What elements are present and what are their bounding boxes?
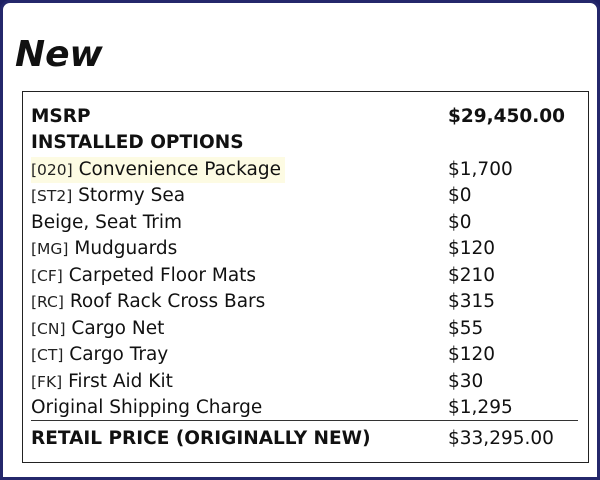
- option-row-cargo-tray: [31, 342, 578, 368]
- shipping-row: [31, 395, 578, 421]
- option-name: Mudguards: [74, 238, 178, 259]
- option-row-convenience-package: [31, 157, 578, 183]
- option-price: $30: [448, 371, 484, 392]
- price-sticker-box: [22, 91, 589, 463]
- option-row-first-aid-kit: [31, 369, 578, 395]
- option-price: $1,700: [448, 159, 513, 180]
- option-price: $0: [448, 185, 472, 206]
- option-code: [CN]: [31, 320, 66, 338]
- option-label: [31, 157, 285, 183]
- option-label: [31, 342, 168, 368]
- option-name: Roof Rack Cross Bars: [69, 291, 266, 312]
- installed-options-header: [31, 130, 578, 156]
- option-name: Stormy Sea: [78, 185, 186, 206]
- option-label: [31, 263, 256, 289]
- option-label: [31, 236, 177, 262]
- option-label: [31, 289, 265, 315]
- option-row-beige-seat-trim: [31, 210, 578, 236]
- option-code: [CT]: [31, 346, 64, 364]
- page-title: New: [15, 34, 103, 75]
- option-label: [31, 210, 182, 236]
- total-divider: [31, 420, 578, 421]
- option-price: $315: [448, 291, 496, 312]
- option-price: $0: [448, 212, 472, 233]
- option-row-roof-rack-cross-bars: [31, 289, 578, 315]
- option-code: [ST2]: [31, 187, 73, 205]
- option-name: Carpeted Floor Mats: [68, 265, 257, 286]
- msrp-price: $29,450.00: [448, 106, 566, 127]
- retail-price-value: $33,295.00: [448, 428, 554, 449]
- option-name: Convenience Package: [78, 159, 281, 180]
- option-price: $120: [448, 344, 496, 365]
- option-row-cargo-net: [31, 316, 578, 342]
- shipping-price: $1,295: [448, 397, 513, 418]
- option-row-carpeted-floor-mats: [31, 263, 578, 289]
- retail-price-row: [31, 426, 578, 452]
- option-row-stormy-sea: [31, 183, 578, 209]
- option-code: [020]: [31, 161, 73, 179]
- option-name: Beige, Seat Trim: [31, 212, 183, 233]
- option-code: [MG]: [31, 240, 69, 258]
- installed-options-label: INSTALLED OPTIONS: [31, 132, 244, 153]
- option-row-mudguards: [31, 236, 578, 262]
- option-price: $120: [448, 238, 496, 259]
- option-label: [31, 183, 185, 209]
- option-name: First Aid Kit: [68, 371, 173, 392]
- option-label: [31, 369, 173, 395]
- option-code: [FK]: [31, 373, 63, 391]
- option-code: [RC]: [31, 293, 64, 311]
- option-label: [31, 316, 164, 342]
- msrp-label: MSRP: [31, 106, 91, 127]
- shipping-label: Original Shipping Charge: [31, 397, 263, 418]
- option-name: Cargo Net: [71, 318, 165, 339]
- msrp-row: [31, 104, 578, 130]
- option-price: $210: [448, 265, 496, 286]
- retail-price-label: RETAIL PRICE (ORIGINALLY NEW): [31, 428, 371, 449]
- option-code: [CF]: [31, 267, 63, 285]
- option-name: Cargo Tray: [69, 344, 169, 365]
- option-price: $55: [448, 318, 484, 339]
